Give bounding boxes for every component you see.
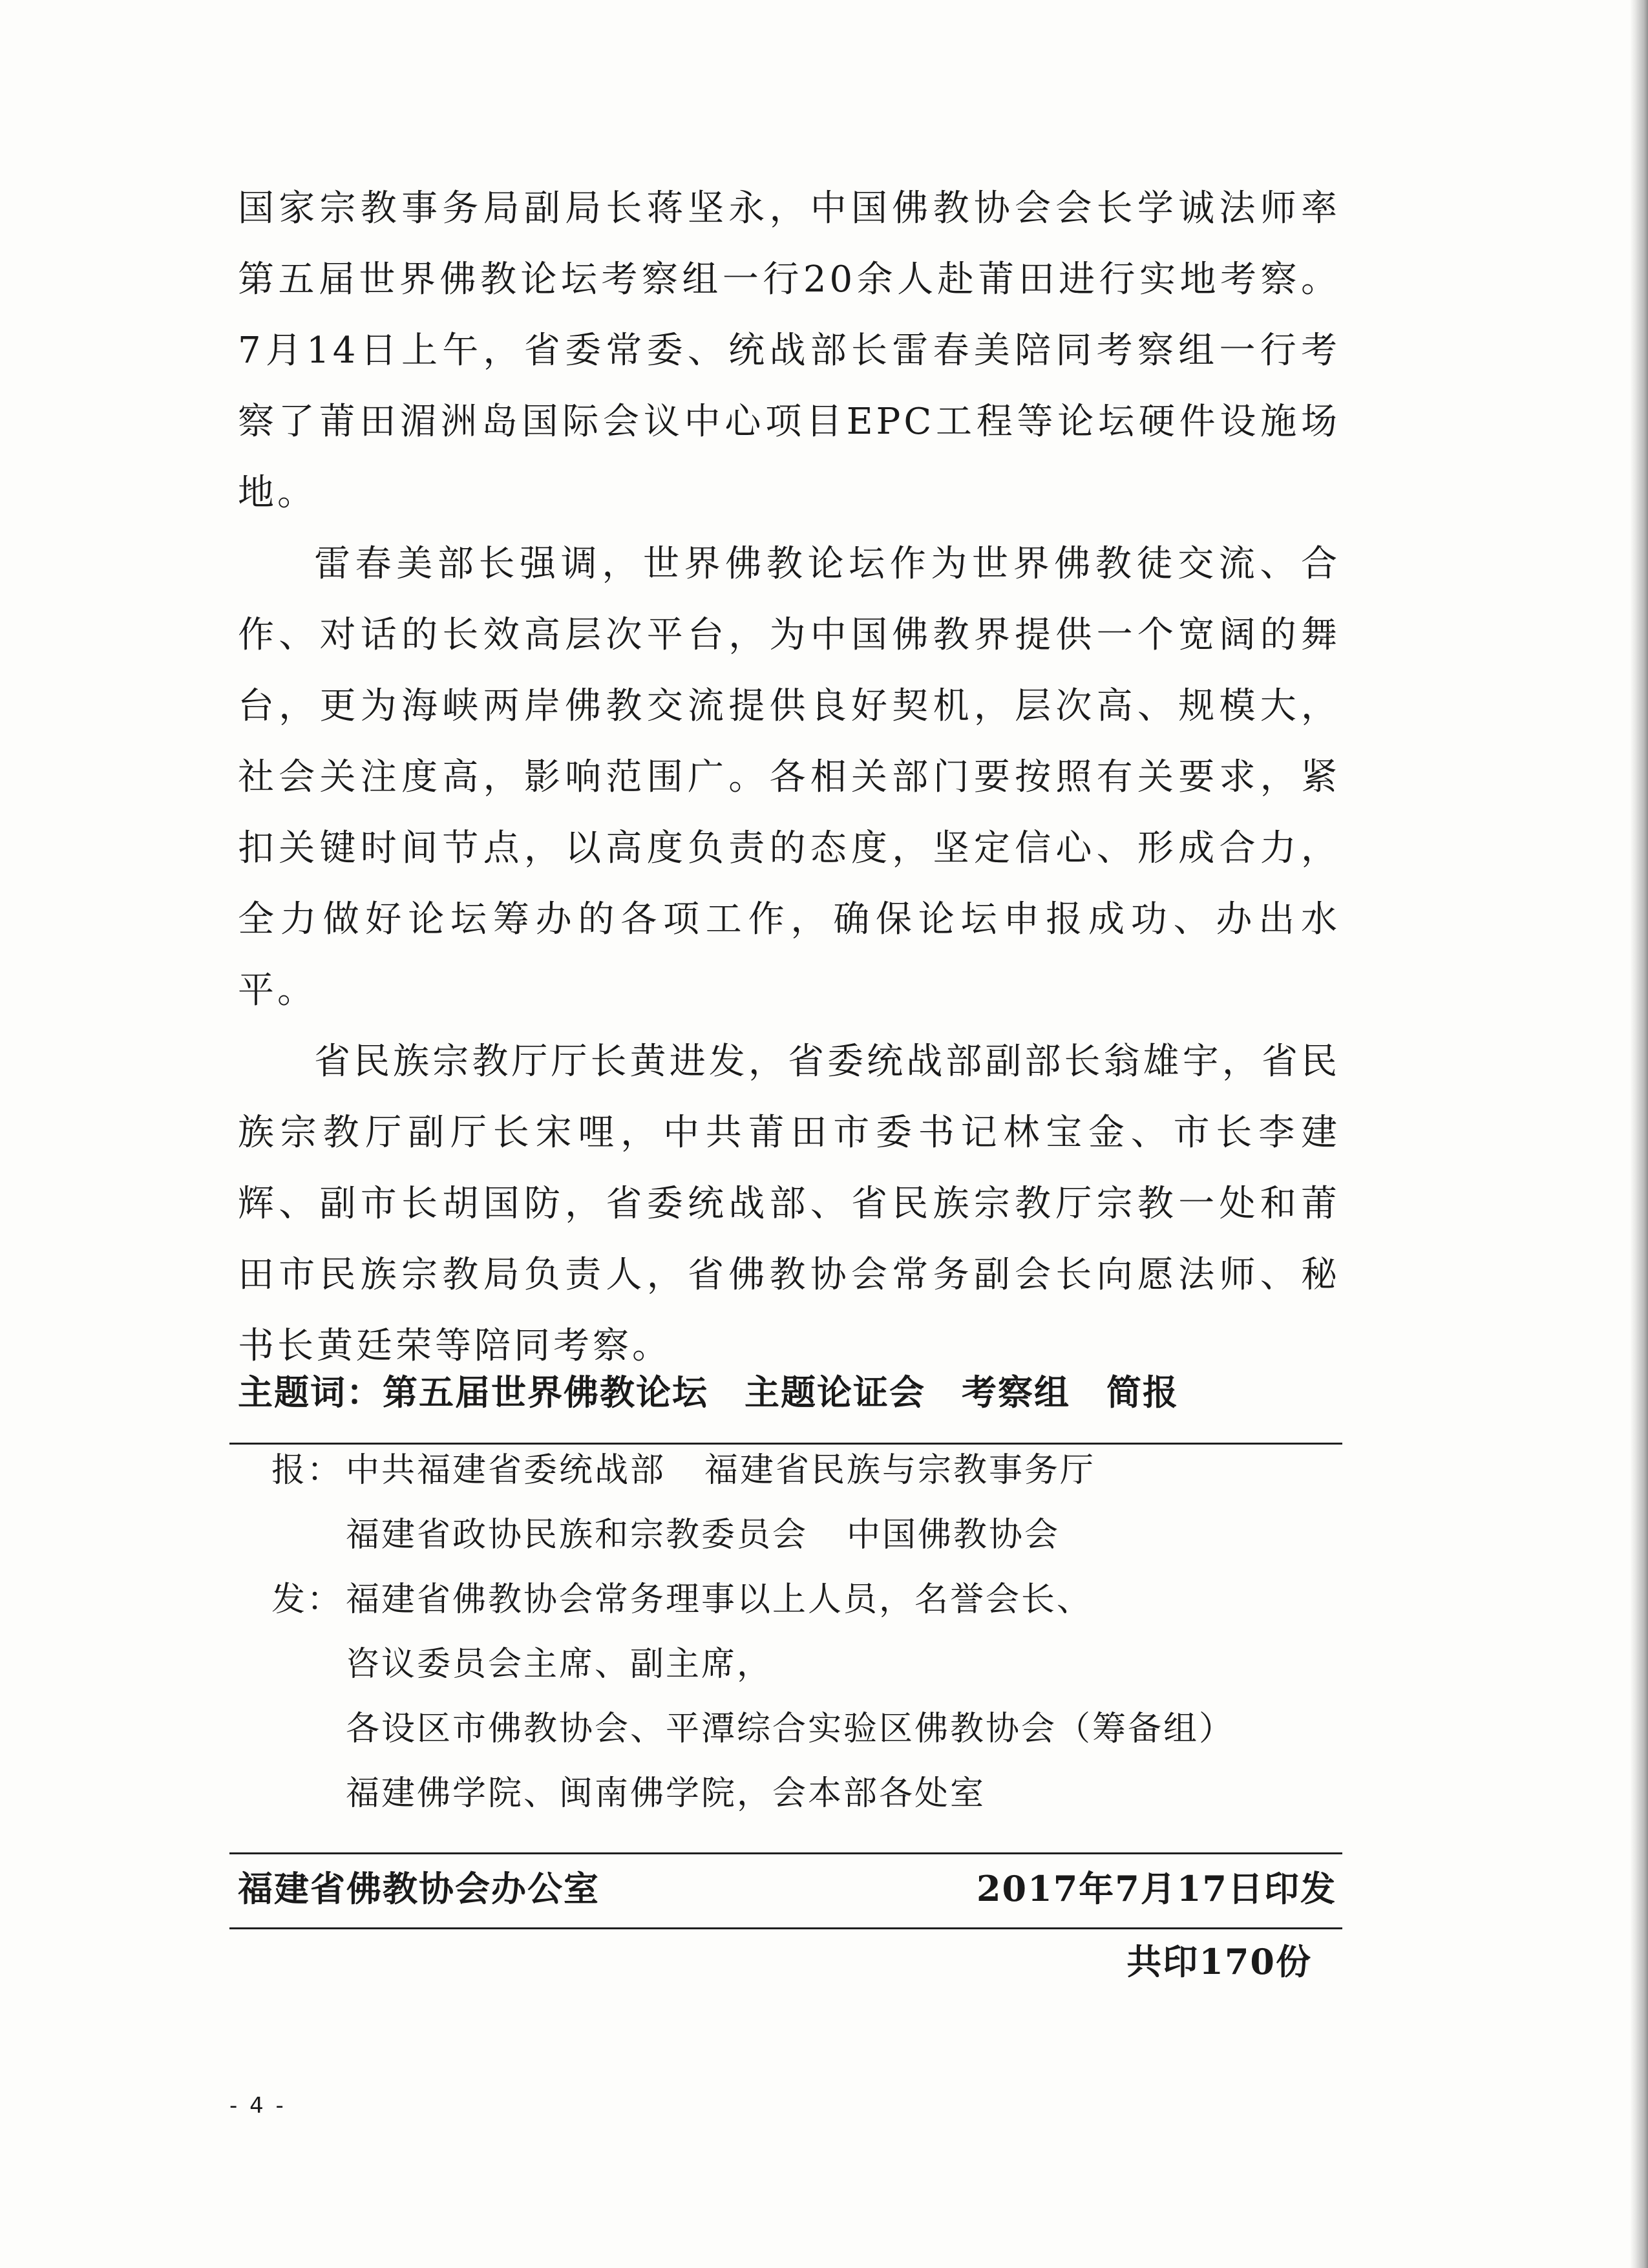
keywords-label: 主题词： [238, 1372, 383, 1413]
send-to-block [271, 1567, 1338, 1826]
recipient: 福建佛学院、闽南佛学院，会本部各处室 [346, 1774, 986, 1813]
recipient: 中共福建省委统战部 [346, 1451, 666, 1490]
body-text [238, 173, 1340, 1382]
paragraph-2: 雷春美部长强调，世界佛教论坛作为世界佛教徒交流、合作、对话的长效高层次平台，为中国佛教界提供一个宽阔的舞台，更为海峡两岸佛教交流提供良好契机，层次高、规模大，社会关注度高，影响范围广。各相关部门要按照有关要求，紧扣关键时间节点，以高度负责的态度，坚定信心、形成合力，全力做好论坛筹办的各项工作，确保论坛申报成功、办出水平。 [238, 543, 1340, 1012]
copies-count: 共印170份 [1126, 1941, 1312, 1982]
recipient: 福建省政协民族和宗教委员会 [346, 1516, 808, 1554]
keyword-item: 简报 [1106, 1372, 1179, 1413]
recipient: 咨议委员会主席、副主席， [346, 1645, 773, 1684]
recipient: 各设区市佛教协会、平潭综合实验区佛教协会（筹备组） [346, 1710, 1235, 1748]
divider-line [229, 1852, 1342, 1854]
issuer: 福建省佛教协会办公室 [238, 1868, 600, 1909]
recipient: 中国佛教协会 [847, 1516, 1061, 1554]
report-label: 报： [271, 1451, 343, 1490]
issue-line [238, 1855, 1336, 1923]
scan-page-edge [1630, 0, 1648, 2268]
keywords-line [238, 1364, 1340, 1422]
page-number: - 4 - [229, 2093, 286, 2119]
paragraph-3: 省民族宗教厅厅长黄进发，省委统战部副部长翁雄宇，省民族宗教厅副厅长宋哩，中共莆田市委书记林宝金、市长李建辉、副市长胡国防，省委统战部、省民族宗教厅宗教一处和莆田市民族宗教局负责人，省佛教协会常务副会长向愿法师、秘书长黄廷荣等陪同考察。 [238, 1041, 1340, 1367]
keyword-item: 主题论证会 [745, 1372, 925, 1413]
keyword-item: 考察组 [962, 1372, 1070, 1413]
send-label: 发： [271, 1580, 343, 1619]
report-to-block [271, 1438, 1338, 1567]
recipient: 福建省佛教协会常务理事以上人员，名誉会长、 [346, 1580, 1093, 1619]
keyword-item: 第五届世界佛教论坛 [383, 1372, 708, 1413]
recipient: 福建省民族与宗教事务厅 [704, 1451, 1096, 1490]
paragraph-1: 国家宗教事务局副局长蒋坚永，中国佛教协会会长学诚法师率第五届世界佛教论坛考察组一行20余人赴莆田进行实地考察。7月14日上午，省委常委、统战部长雷春美陪同考察组一行考察了莆田湄洲岛国际会议中心项目EPC工程等论坛硬件设施场地。 [238, 187, 1340, 514]
issue-date: 2017年7月17日印发 [976, 1868, 1336, 1909]
